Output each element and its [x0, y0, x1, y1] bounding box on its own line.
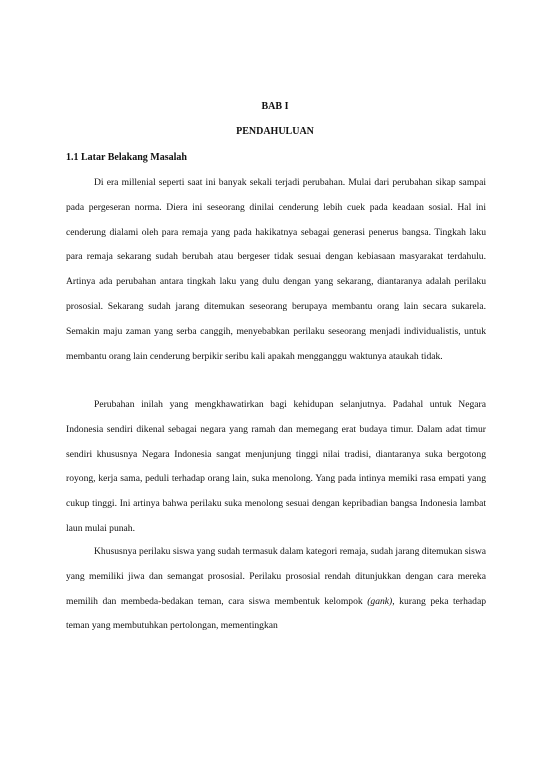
paragraph-3-text-end: , kurang peka terhadap teman yang membutuhkan pertolongan, mementingkan	[66, 595, 486, 632]
italic-term-gank: (gank)	[367, 595, 393, 607]
section-title: 1.1 Latar Belakang Masalah	[66, 152, 187, 163]
body-paragraph-3	[66, 540, 486, 639]
chapter-title: PENDAHULUAN	[236, 126, 314, 137]
chapter-heading: BAB I	[261, 101, 289, 112]
paragraph-3-text-start: Khususnya perilaku siswa yang sudah termasuk dalam kategori remaja, sudah jarang ditemukan siswa yang memiliki jiwa dan semangat prososial. Perilaku prososial rendah ditunjukkan dengan cara mereka memilih dan membeda-bedakan teman, cara siswa membentuk kelompok	[66, 546, 486, 607]
body-paragraph-1: Di era millenial seperti saat ini banyak sekali terjadi perubahan. Mulai dari perubahan sikap sampai pada pergeseran norma. Diera ini seseorang dinilai cenderung lebih cuek pada keadaan sosial. Hal ini cenderung dialami oleh para remaja yang pada hakikatnya sebagai generasi penerus bangsa. Tingkah laku para remaja sekarang sudah berubah atau bergeser tidak sesuai dengan kebiasaan masyarakat terdahulu. Artinya ada perubahan antara tingkah laku yang dulu dengan yang sekarang, diantaranya adalah perilaku prososial. Sekarang sudah jarang ditemukan seseorang berupaya membantu orang lain secara sukarela. Semakin maju zaman yang serba canggih, menyebabkan perilaku seseorang menjadi individualistis, untuk membantu orang lain cenderung berpikir seribu kali apakah mengganggu waktunya ataukah tidak.	[66, 177, 486, 362]
body-paragraph-2: Perubahan inilah yang mengkhawatirkan bagi kehidupan selanjutnya. Padahal untuk Negara Indonesia sendiri dikenal sebagai negara yang ramah dan memegang erat budaya timur. Dalam adat timur sendiri khususnya Negara Indonesia sangat menjunjung tinggi nilai tradisi, diantaranya suka bergotong royong, kerja sama, peduli terhadap orang lain, suka menolong. Yang pada intinya memiki rasa empati yang cukup tinggi. Ini artinya bahwa perilaku suka menolong sesuai dengan kepribadian bangsa Indonesia lambat laun mulai punah.	[66, 399, 486, 534]
